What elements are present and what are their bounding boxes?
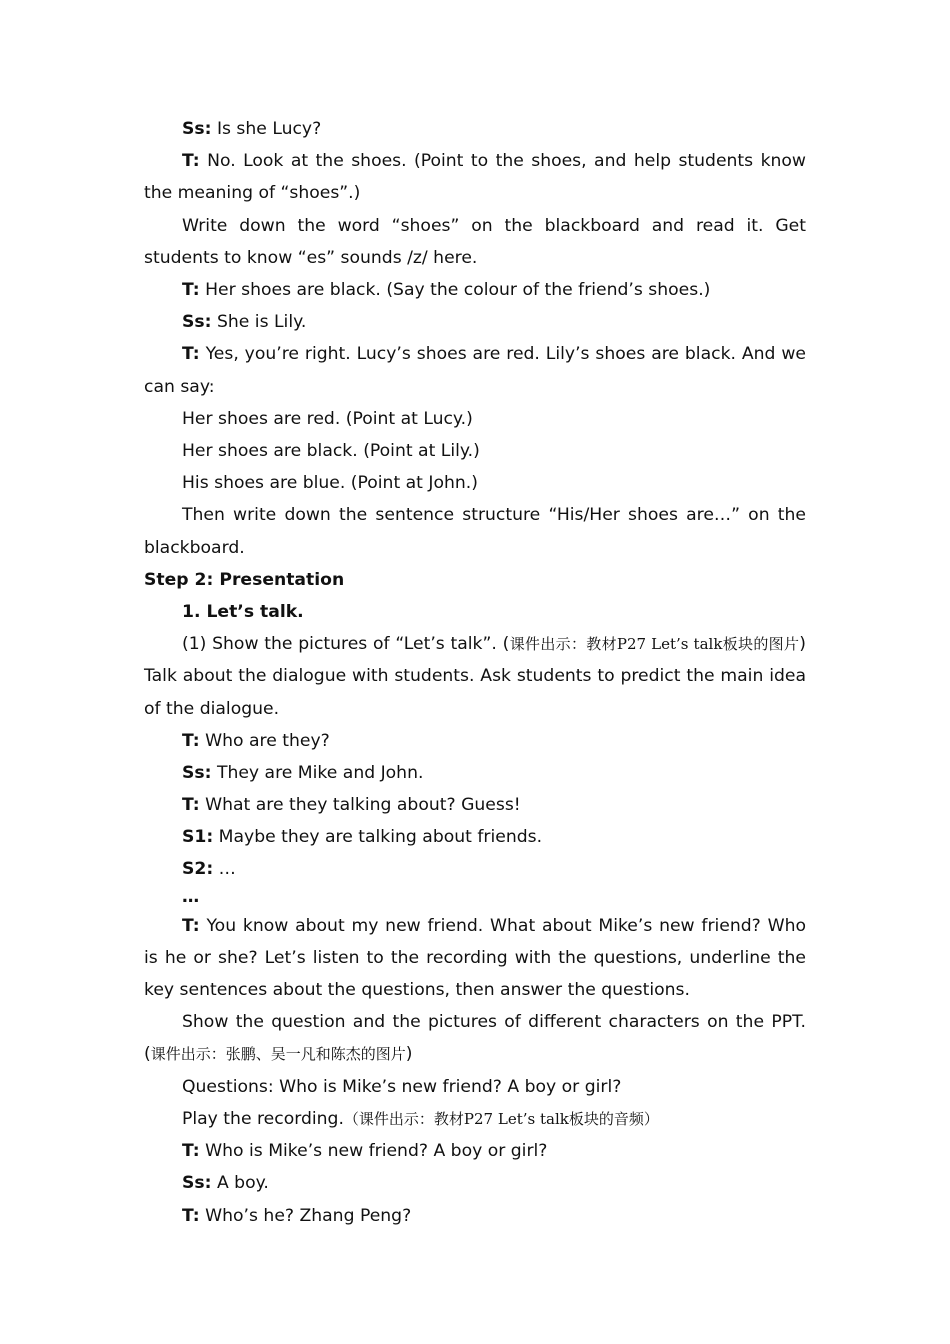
line-show-pictures: (1) Show the pictures of “Let’s talk”. (课件出示：教材P27 Let’s talk板块的图片) Talk about the dialogue with students. Ask students to predict the main idea of the dialogue. [144,634,806,719]
line-t-her-shoes-black: T: Her shoes are black. (Say the colour of the friend’s shoes.) [182,280,711,301]
document-page [144,113,806,1232]
line-write-shoes: Write down the word “shoes” on the blackboard and read it. Get students to know “es” sounds /z/ here. [144,215,806,268]
dialogue-line: T: Who are they? [182,730,330,751]
dialogue-line: T: Who is Mike’s new friend? A boy or girl? [182,1141,548,1162]
dialogue-line: Ss: A boy. [182,1173,269,1194]
step-2-heading: Step 2: Presentation [144,569,345,590]
line-her-shoes-red: Her shoes are red. (Point at Lucy.) [182,408,473,429]
ellipsis-line: … [182,886,200,907]
line-questions: Questions: Who is Mike’s new friend? A boy or girl? [182,1076,622,1097]
line-write-structure: Then write down the sentence structure “His/Her shoes are…” on the blackboard. [144,505,806,558]
line-play-recording: Play the recording.（课件出示：教材P27 Let’s talk板块的音频） [182,1108,659,1129]
dialogue-line: S2: … [182,858,236,879]
line-t-look-shoes: T: No. Look at the shoes. (Point to the shoes, and help students know the meaning of “shoes”.) [144,151,806,204]
line-ss-is-she-lucy: Ss: Is she Lucy? [182,119,322,139]
line-his-shoes-blue: His shoes are blue. (Point at John.) [182,473,478,494]
dialogue-line: Ss: They are Mike and John. [182,763,424,784]
dialogue-line: T: What are they talking about? Guess! [182,795,521,816]
dialogue-line: S1: Maybe they are talking about friends. [182,827,543,848]
dialogue-line: T: Who’s he? Zhang Peng? [182,1205,412,1226]
line-her-shoes-black: Her shoes are black. (Point at Lily.) [182,441,480,462]
line-t-you-know: T: You know about my new friend. What about Mike’s new friend? Who is he or she? Let’s listen to the recording with the questions, underline the key sentences about the questions, then answer the questions. [144,915,806,1001]
line-show-question: Show the question and the pictures of different characters on the PPT. (课件出示：张鹏、吴一凡和陈杰的图片) [144,1012,806,1065]
line-ss-she-is-lily: Ss: She is Lily. [182,312,307,333]
section-lets-talk: 1. Let’s talk. [182,602,304,623]
line-t-yes-right: T: Yes, you’re right. Lucy’s shoes are red. Lily’s shoes are black. And we can say: [144,344,806,397]
